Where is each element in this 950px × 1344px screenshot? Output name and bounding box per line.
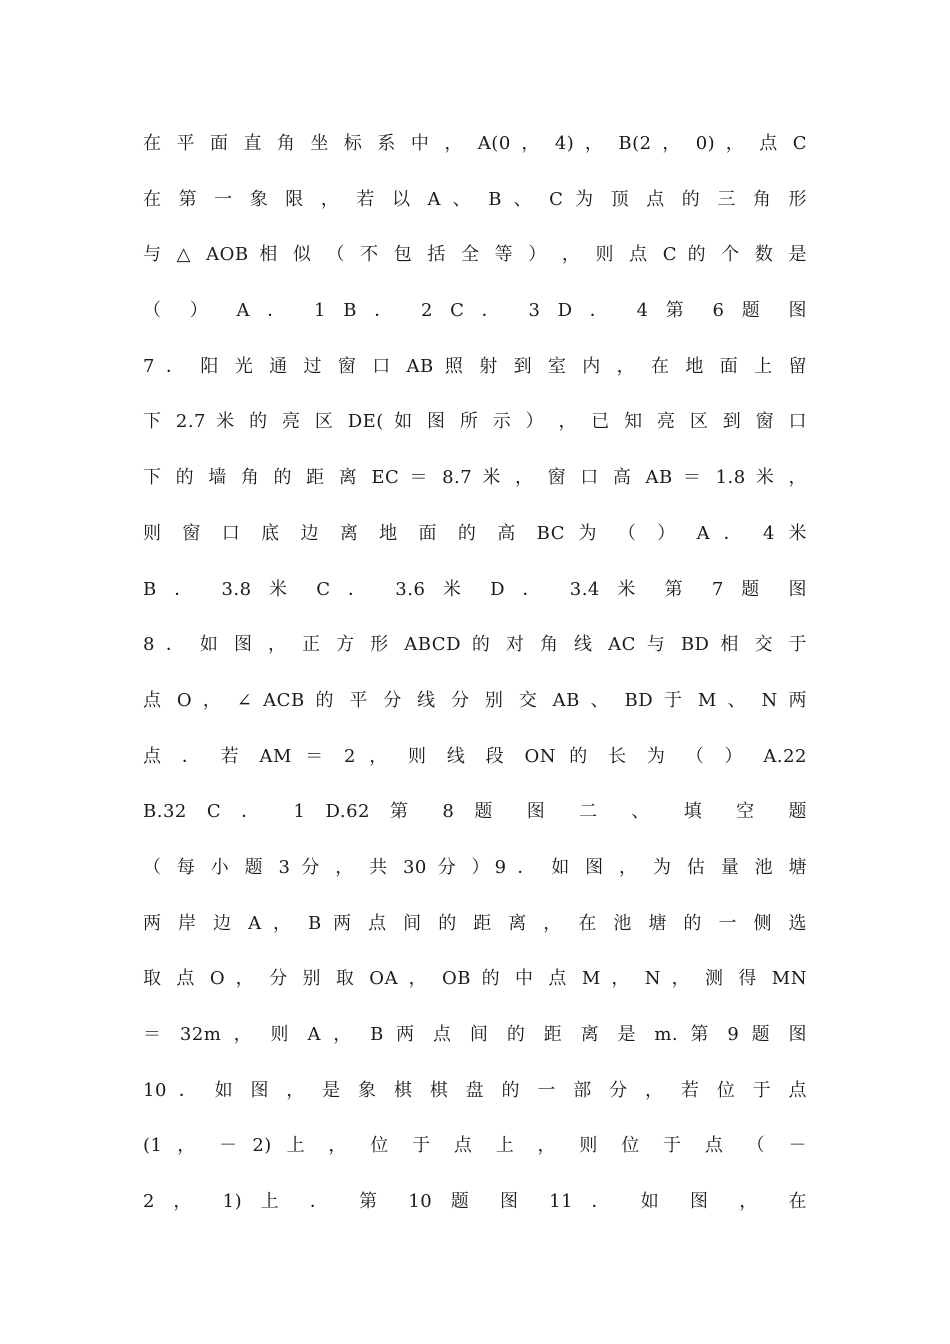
text-line: B ． 3.8 米 C ． 3.6 米 D ． 3.4 米 第 7 题 图 xyxy=(143,578,807,600)
text-line: 取 点 O ， 分 别 取 OA ， OB 的 中 点 M ， N ， 测 得 MN xyxy=(143,968,807,990)
text-line: 7 ． 阳 光 通 过 窗 口 AB 照 射 到 室 内 ， 在 地 面 上 留 xyxy=(143,355,807,377)
text-line: 点 O ， ∠ ACB 的 平 分 线 分 别 交 AB 、 BD 于 M 、 N 两 xyxy=(143,689,807,711)
text-line: 10 ． 如 图 ， 是 象 棋 棋 盘 的 一 部 分 ， 若 位 于 点 xyxy=(143,1079,807,1101)
text-line: （ 每 小 题 3 分 ， 共 30 分 ）9 ． 如 图 ， 为 估 量 池 塘 xyxy=(143,856,807,878)
text-line: 两 岸 边 A ， B 两 点 间 的 距 离 ， 在 池 塘 的 一 侧 选 xyxy=(143,912,807,934)
document-body xyxy=(143,116,807,1230)
text-line: B.32 C ． 1 D.62 第 8 题 图 二 、 填 空 题 xyxy=(143,801,807,823)
text-line: 与 △ AOB 相 似 （ 不 包 括 全 等 ） ， 则 点 C 的 个 数 是 xyxy=(143,244,807,266)
text-line: 8 ． 如 图 ， 正 方 形 ABCD 的 对 角 线 AC 与 BD 相 交 于 xyxy=(143,634,807,656)
text-line: 下 的 墙 角 的 距 离 EC ＝ 8.7 米 ， 窗 口 高 AB ＝ 1.8 米 ， xyxy=(143,467,807,489)
text-line: （ ） A ． 1 B ． 2 C ． 3 D ． 4 第 6 题 图 xyxy=(143,300,807,322)
text-line: ＝ 32m ， 则 A ， B 两 点 间 的 距 离 是 m. 第 9 题 图 xyxy=(143,1024,807,1045)
text-line: 在 第 一 象 限 ， 若 以 A 、 B 、 C 为 顶 点 的 三 角 形 xyxy=(143,188,807,210)
text-line: 点 ． 若 AM ＝ 2 ， 则 线 段 ON 的 长 为 （ ） A.22 xyxy=(143,745,807,767)
text-line: (1 ， － 2) 上 ， 位 于 点 上 ， 则 位 于 点 （ － xyxy=(143,1135,807,1157)
text-line: 在 平 面 直 角 坐 标 系 中 ， A(0 ， 4) ， B(2 ， 0) ， 点 C xyxy=(143,133,807,154)
text-line: 则 窗 口 底 边 离 地 面 的 高 BC 为 （ ） A ． 4 米 xyxy=(143,522,807,544)
text-line: 下 2.7 米 的 亮 区 DE( 如 图 所 示 ） ， 已 知 亮 区 到 窗 口 xyxy=(143,411,807,433)
text-line: 2 ， 1) 上 ． 第 10 题 图 11 ． 如 图 ， 在 xyxy=(143,1191,807,1213)
